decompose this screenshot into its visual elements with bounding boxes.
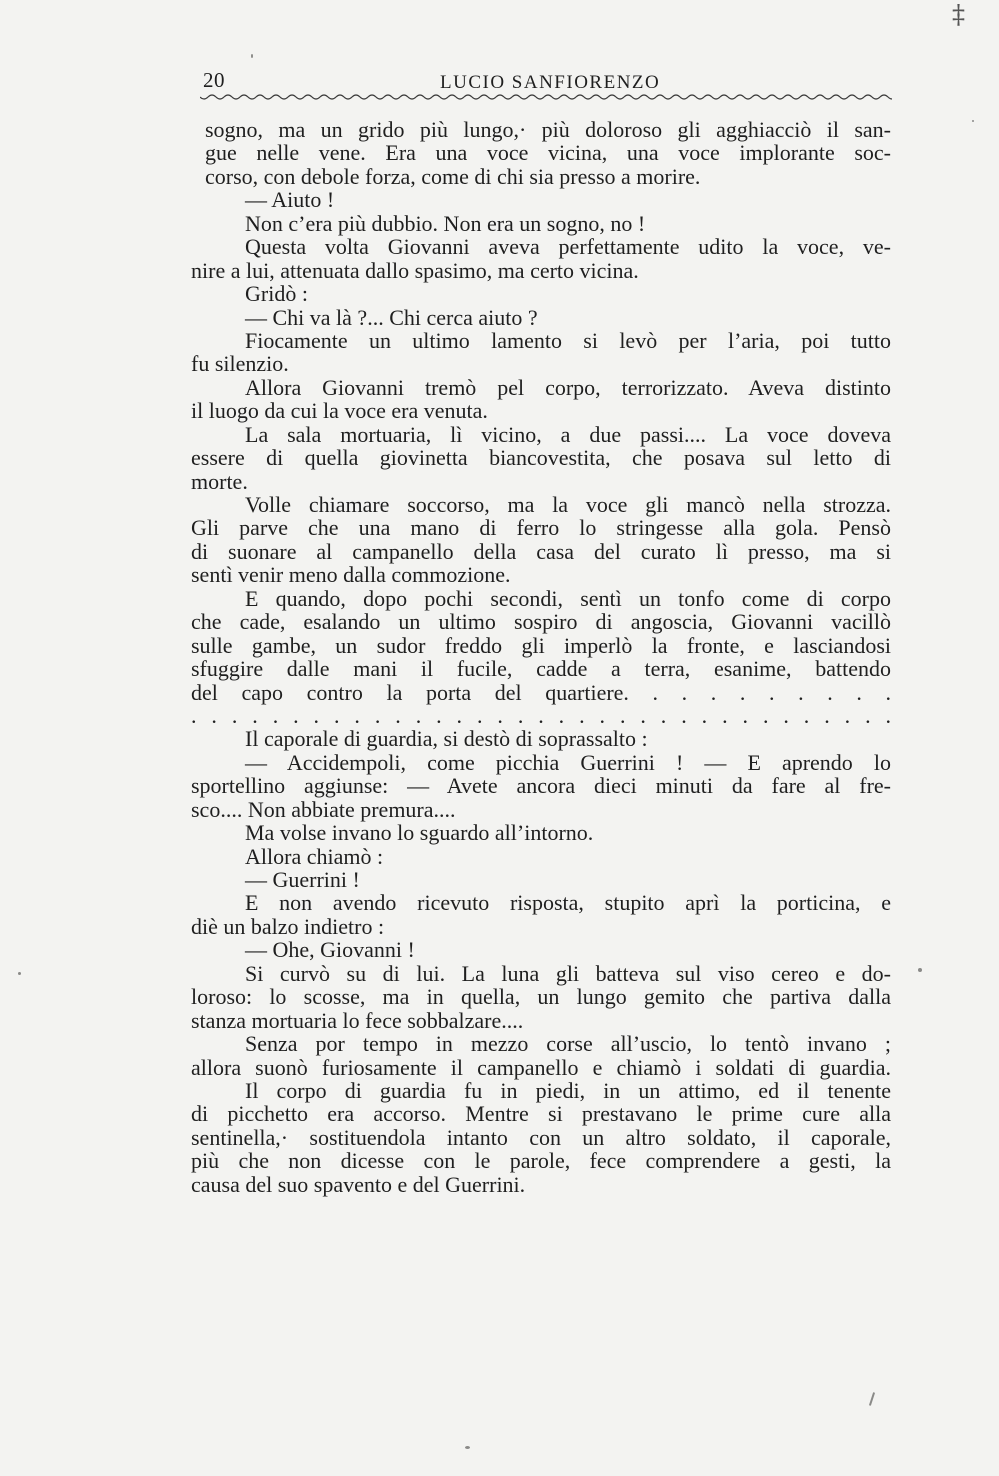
text-line: sentinella,· sostituendola intanto con un altro soldato, il caporale, [191, 1124, 891, 1150]
page-number: 20 [203, 68, 225, 92]
text-line: il luogo da cui la voce era venuta. [191, 398, 488, 424]
text-line: Il corpo di guardia fu in piedi, in un attimo, ed il tenente [245, 1077, 891, 1103]
text-line: Allora Giovanni tremò pel corpo, terrorizzato. Aveva distinto [245, 374, 891, 400]
text-line: — Ohe, Giovanni ! [245, 937, 415, 963]
text-line: E non avendo ricevuto risposta, stupito aprì la porticina, e [245, 890, 891, 916]
body-text [191, 118, 891, 1196]
text-line: più che non dicesse con le parole, fece comprendere a gesti, la [191, 1148, 891, 1174]
text-line: che cade, esalando un ultimo sospiro di angoscia, Giovanni vacillò [191, 609, 891, 635]
text-line: . . . . . . . . . . . . . . . . . . . . . . . . . . . . . . . . . . . [191, 702, 891, 728]
text-line: La sala mortuaria, lì vicino, a due passi.... La voce doveva [245, 421, 891, 447]
text-line: — Chi va là ?... Chi cerca aiuto ? [245, 304, 538, 330]
text-line: — Guerrini ! [245, 867, 360, 892]
text-line: Fiocamente un ultimo lamento si levò per l’aria, poi tutto [245, 327, 891, 353]
text-line: loroso: lo scosse, ma in quella, un lungo gemito che partiva dalla [191, 984, 891, 1010]
text-line: del capo contro la porta del quartiere. . . . . . . . . . [191, 679, 891, 705]
speck [18, 972, 21, 975]
speck [869, 1392, 875, 1406]
text-line: di picchetto era accorso. Mentre si prestavano le prime cure alla [191, 1101, 891, 1127]
text-line: Non c’era più dubbio. Non era un sogno, no ! [245, 210, 646, 236]
text-line: Senza por tempo in mezzo corse all’uscio, lo tentò invano ; [245, 1031, 891, 1057]
text-line: Ma volse invano lo sguardo all’intorno. [245, 820, 594, 846]
text-line: sentì venir meno dalla commozione. [191, 562, 511, 588]
speck [251, 54, 253, 58]
text-line: Questa volta Giovanni aveva perfettamente udito la voce, ve- [245, 234, 891, 260]
header-wavy-rule [200, 93, 892, 103]
text-line: sportellino aggiunse: — Avete ancora dieci minuti da fare al fre- [191, 773, 891, 799]
text-line: sco.... Non abbiate premura.... [191, 796, 456, 822]
text-line: Gridò : [245, 281, 308, 307]
speck [972, 120, 974, 122]
text-line: sfuggire dalle mani il fucile, cadde a terra, esanime, battendo [191, 656, 891, 682]
text-line: Gli parve che una mano di ferro lo stringesse alla gola. Pensò [191, 515, 891, 541]
text-line: di suonare al campanello della casa del curato lì presso, ma si [191, 538, 891, 564]
text-line: sulle gambe, un sudor freddo gli imperlò la fronte, e lasciandosi [191, 632, 891, 658]
text-line: stanza mortuaria lo fece sobbalzare.... [191, 1007, 524, 1033]
text-line: sogno, ma un grido più lungo,· più doloroso gli agghiacciò il san- [205, 117, 891, 142]
speck [465, 1446, 470, 1449]
text-line: corso, con debole forza, come di chi sia presso a morire. [205, 163, 701, 189]
text-line: — Aiuto ! [245, 187, 335, 213]
text-line: Il caporale di guardia, si destò di soprassalto : [245, 726, 648, 752]
running-title: LUCIO SANFIORENZO [440, 72, 661, 93]
text-line: E quando, dopo pochi secondi, sentì un tonfo come di corpo [245, 585, 891, 611]
text-line: Si curvò su di lui. La luna gli batteva sul viso cereo e do- [245, 960, 891, 986]
text-line: essere di quella giovinetta biancovestita, che posava sul letto di [191, 445, 891, 471]
text-line: diè un balzo indietro : [191, 913, 385, 939]
text-line: allora suonò furiosamente il campanello e chiamò i soldati di guardia. [191, 1054, 891, 1080]
text-line: fu silenzio. [191, 351, 289, 377]
text-line: nire a lui, attenuata dallo spasimo, ma certo vicina. [191, 257, 639, 283]
text-line: — Accidempoli, come picchia Guerrini ! — E aprendo lo [245, 749, 891, 775]
text-line: gue nelle vene. Era una voce vicina, una voce implorante soc- [205, 140, 891, 166]
speck [918, 968, 922, 972]
edge-mark: ‡ [952, 0, 965, 30]
text-line: Volle chiamare soccorso, ma la voce gli mancò nella strozza. [245, 492, 891, 517]
text-line: morte. [191, 468, 248, 494]
text-line: causa del suo spavento e del Guerrini. [191, 1171, 526, 1197]
text-line: Allora chiamò : [245, 843, 384, 869]
